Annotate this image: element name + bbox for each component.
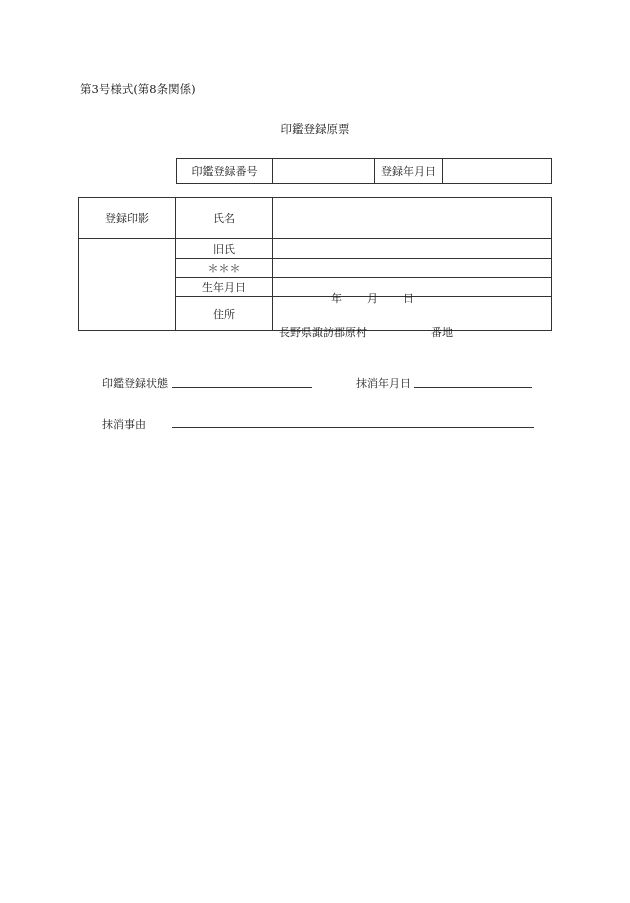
former-name-row <box>79 239 552 259</box>
cancel-reason-label: 抹消事由 <box>102 418 146 431</box>
name-label: 氏名 <box>176 198 273 239</box>
cancel-reason-field[interactable] <box>172 427 534 428</box>
cancel-date-label: 抹消年月日 <box>356 377 411 390</box>
registrant-info-table <box>78 197 552 339</box>
seal-status-field[interactable] <box>172 387 312 388</box>
registration-date-label: 登録年月日 <box>375 159 443 184</box>
name-field[interactable] <box>273 198 552 239</box>
birthdate-field[interactable] <box>273 278 552 305</box>
document-title: 印鑑登録原票 <box>280 122 350 136</box>
registration-number-field[interactable] <box>273 159 375 184</box>
address-suffix: 番地 <box>431 325 453 339</box>
former-name-label: 旧氏 <box>176 239 273 259</box>
registration-number-label: 印鑑登録番号 <box>177 159 273 184</box>
registration-date-field[interactable] <box>443 159 552 184</box>
birthdate-year-unit: 年 <box>331 292 342 305</box>
seal-impression-label: 登録印影 <box>79 198 176 239</box>
name-row <box>79 198 552 239</box>
seal-status-label: 印鑑登録状態 <box>102 377 168 390</box>
address-label: 住所 <box>176 297 273 331</box>
registration-info-table <box>176 158 552 184</box>
birthdate-month-unit: 月 <box>367 292 378 305</box>
former-name-field[interactable] <box>273 239 552 259</box>
address-prefix: 長野県諏訪郡原村 <box>279 325 367 339</box>
birthdate-day-unit: 日 <box>403 292 414 305</box>
form-number: 第3号様式(第8条関係) <box>80 82 196 96</box>
cancel-date-field[interactable] <box>414 387 532 388</box>
masked-label: ＊＊＊ <box>176 259 273 278</box>
registration-row <box>177 159 552 184</box>
birthdate-label: 生年月日 <box>176 278 273 297</box>
seal-impression-area <box>79 239 176 331</box>
masked-field[interactable] <box>273 259 552 278</box>
